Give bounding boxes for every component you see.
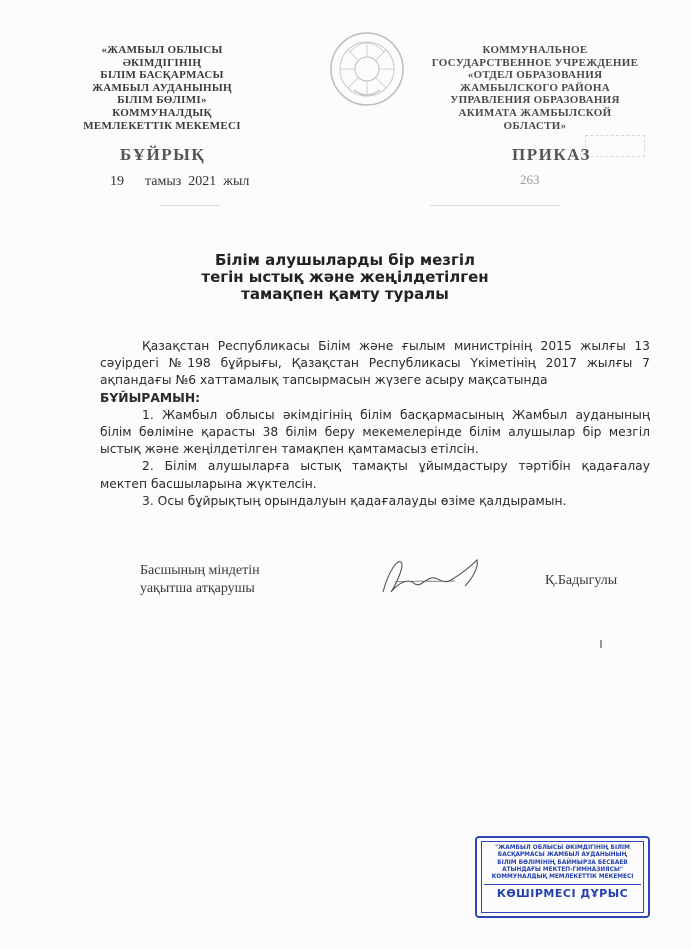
header-left-line: ЖАМБЫЛ АУДАНЫНЫҢ xyxy=(92,81,232,94)
registration-marks xyxy=(585,135,645,157)
title-line: тамақпен қамту туралы xyxy=(241,285,449,303)
order-title-kz: БҰЙРЫҚ xyxy=(120,145,206,164)
divider xyxy=(160,205,220,206)
header-right-line: ЖАМБЫЛСКОГО РАЙОНА xyxy=(460,81,610,94)
stamp-main-text: КӨШІРМЕСІ ДҰРЫС xyxy=(484,884,641,900)
header-right-line: ГОСУДАРСТВЕННОЕ УЧРЕЖДЕНИЕ xyxy=(431,56,639,69)
stamp-frame xyxy=(481,841,644,913)
header-right-line: «ОТДЕЛ ОБРАЗОВАНИЯ xyxy=(467,69,603,82)
order-number: 263 xyxy=(520,172,540,187)
title-line: Білім алушыларды бір мезгіл xyxy=(214,251,475,269)
signatory-role-line: уақытша атқарушы xyxy=(140,581,255,596)
header-left-line: МЕМЛЕКЕТТІК МЕКЕМЕСІ xyxy=(83,119,241,132)
body-item-3: 3. Осы бұйрықтың орындалуын қадағалауды өзіме қалдырамын. xyxy=(142,493,567,508)
header-left-line: БІЛІМ БӨЛІМІ» xyxy=(117,94,207,107)
body-intro: Қазақстан Республикасы Білім және ғылым министрінің 2015 жылғы 13 сәуірдегі №198 бұйрығы, Қазақстан Республикасы Үкіметінің 2017 жылғы 7 ақпандағы №6 хаттамалық тапсырмасын жүзеге асыру мақсатында xyxy=(100,339,650,388)
body-command: БҰЙЫРАМЫН: xyxy=(100,390,201,405)
handwritten-signature xyxy=(375,552,485,602)
stamp-line: АТЫНДАҒЫ МЕКТЕП-ГИМНАЗИЯСЫ" xyxy=(502,866,623,873)
certified-copy-stamp xyxy=(475,836,650,918)
header-right-line: КОММУНАЛЬНОЕ xyxy=(482,44,588,56)
stamp-line: БІЛІМ БӨЛІМІНІҢ БАЙМЫРЗА БЕСБАЕВ xyxy=(497,859,628,866)
title-line: тегін ыстық және жеңілдетілген xyxy=(201,268,489,286)
order-title-ru: ПРИКАЗ xyxy=(512,145,591,164)
state-emblem-icon xyxy=(328,30,406,108)
header-left-line: БІЛІМ БАСҚАРМАСЫ xyxy=(100,69,224,82)
margin-scan-text: · · · · · · · · · · · · · · · · · · · · · · · · · · · · · · · · · · · · · · · · · xyxy=(54,628,60,840)
header-right-org xyxy=(430,44,640,132)
header-left-line: «ЖАМБЫЛ ОБЛЫСЫ xyxy=(101,44,223,56)
header-right-line: АКИМАТА ЖАМБЫЛСКОЙ ОБЛАСТИ» xyxy=(458,106,612,132)
order-date: 19 тамыз 2021 жыл xyxy=(110,174,250,189)
document-title xyxy=(150,252,540,303)
scan-mark xyxy=(600,640,602,648)
signatory-role xyxy=(140,562,260,598)
document-body xyxy=(100,338,650,510)
stamp-line: КОММУНАЛДЫҚ МЕМЛЕКЕТТІК МЕКЕМЕСІ xyxy=(491,874,634,881)
stamp-line: БАСҚАРМАСЫ ЖАМБЫЛ АУДАНЫНЫҢ xyxy=(497,852,628,859)
divider xyxy=(430,205,560,206)
header-left-org xyxy=(72,44,252,132)
body-item-1: 1. Жамбыл облысы әкімдігінің білім басқармасының Жамбыл ауданының білім бөліміне қарасты 38 білім беру мекемелерінде білім алушылар бір мезгіл ыстық және жеңілдетілген тамақпен қамтамасыз етілсін. xyxy=(100,407,650,457)
header-left-line: КОММУНАЛДЫҚ xyxy=(112,106,212,119)
header-right-line: УПРАВЛЕНИЯ ОБРАЗОВАНИЯ xyxy=(450,94,620,107)
signatory-role-line: Басшының міндетін xyxy=(140,563,260,578)
signatory-name: Қ.Бадыгулы xyxy=(545,573,618,588)
stamp-line: "ЖАМБЫЛ ОБЛЫСЫ ӘКІМДІГІНІҢ БІЛІМ xyxy=(495,845,630,851)
body-item-2: 2. Білім алушыларға ыстық тамақты ұйымдастыру тәртібін қадағалау мектеп басшыларына жүктелсін. xyxy=(100,459,650,491)
header-left-line: ӘКІМДІГІНІҢ xyxy=(122,56,202,69)
